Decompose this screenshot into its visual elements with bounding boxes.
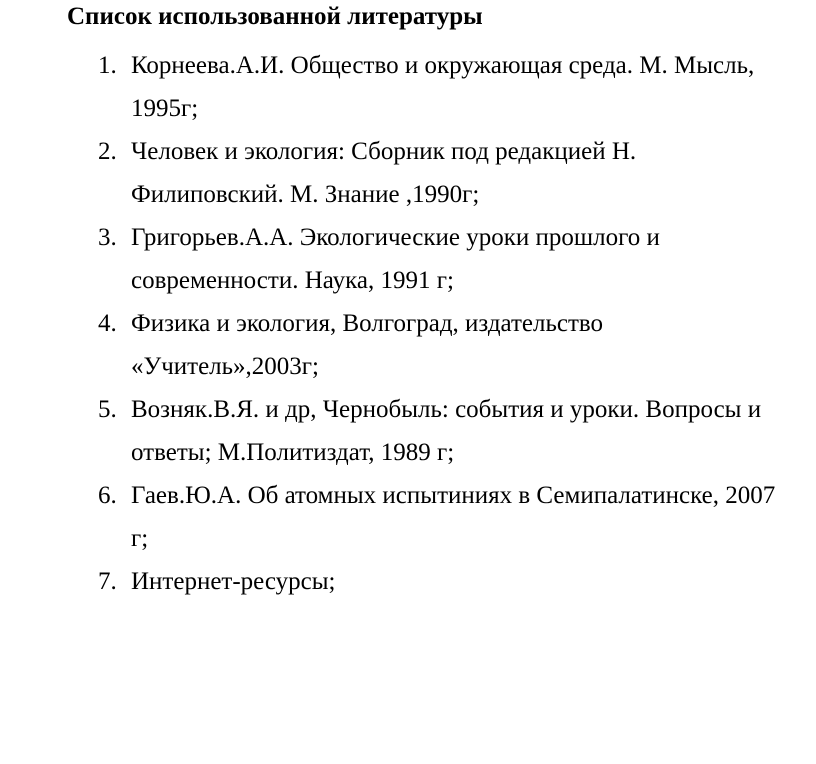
list-item-number: 6. <box>98 482 117 509</box>
page-title: Список использованной литературы <box>67 3 483 30</box>
list-item-5 <box>0 388 816 474</box>
list-item-line: г; <box>131 525 149 552</box>
list-item-line: ответы; М.Политиздат, 1989 г; <box>131 439 455 466</box>
list-item-6 <box>0 474 816 560</box>
list-item-line: 1995г; <box>131 95 199 122</box>
list-item-text <box>131 560 816 603</box>
list-item-text <box>131 302 816 388</box>
list-item-4 <box>0 302 816 388</box>
list-item-line: «Учитель»,2003г; <box>131 353 320 380</box>
list-item-3 <box>0 216 816 302</box>
list-item-text <box>131 130 816 216</box>
list-item-number: 3. <box>98 224 117 251</box>
list-item-number: 1. <box>98 52 117 79</box>
list-item-line: современности. Наука, 1991 г; <box>131 267 454 294</box>
list-item-text <box>131 388 816 474</box>
list-item-number: 4. <box>98 310 117 337</box>
list-item-text <box>131 44 816 130</box>
list-item-7 <box>0 560 816 603</box>
list-item-line: Физика и экология, Волгоград, издательство <box>131 310 604 337</box>
list-item-line: Интернет-ресурсы; <box>131 568 336 595</box>
list-item-line: Григорьев.А.А. Экологические уроки прошлого и <box>131 224 660 251</box>
list-item-number: 2. <box>98 138 117 165</box>
list-item-line: Филиповский. М. Знание ,1990г; <box>131 181 480 208</box>
list-item-number: 7. <box>98 568 117 595</box>
list-item-2 <box>0 130 816 216</box>
list-item-line: Гаев.Ю.А. Об атомных испытиниях в Семипалатинске, 2007 <box>131 482 776 509</box>
list-item-text <box>131 474 816 560</box>
list-item-line: Человек и экология: Сборник под редакцией Н. <box>131 138 637 165</box>
list-item-line: Корнеева.А.И. Общество и окружающая среда. М. Мысль, <box>131 52 755 79</box>
list-item-line: Возняк.В.Я. и др, Чернобыль: события и уроки. Вопросы и <box>131 396 762 423</box>
list-item-number: 5. <box>98 396 117 423</box>
list-item-text <box>131 216 816 302</box>
reference-list <box>0 44 816 603</box>
list-item-1 <box>0 44 816 130</box>
